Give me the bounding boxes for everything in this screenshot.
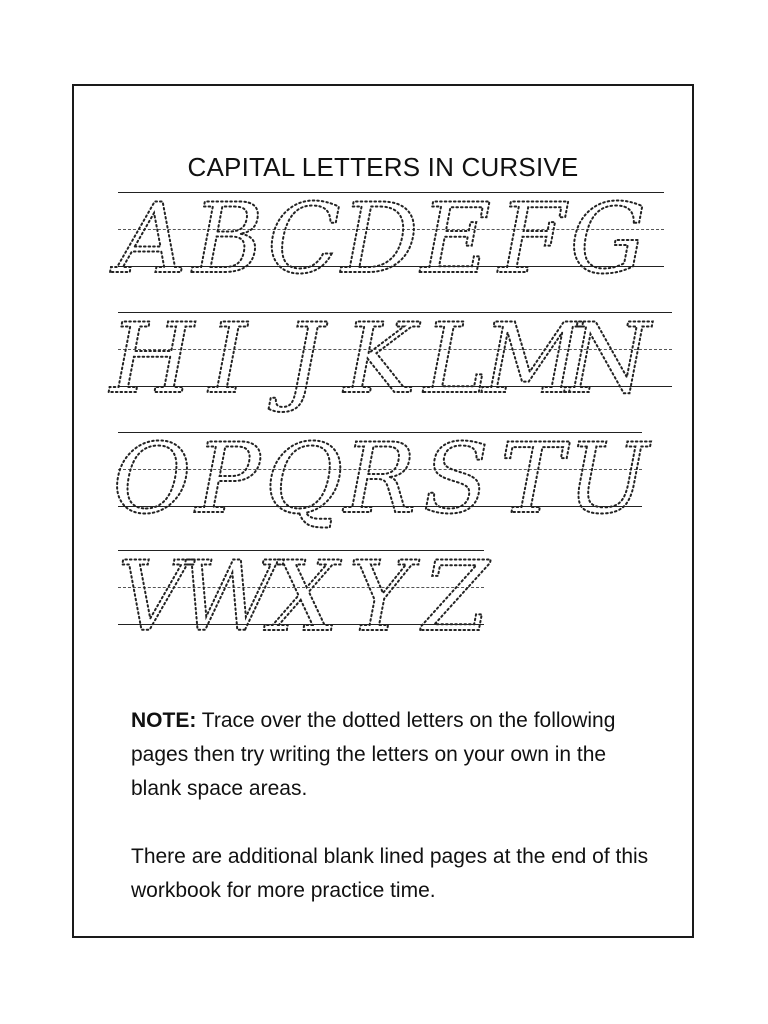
- letter-glyph: A: [117, 183, 187, 295]
- worksheet-frame: [72, 84, 694, 938]
- letter-glyph: E: [420, 183, 492, 295]
- letter-glyph: W: [178, 541, 278, 653]
- dotted-letter-j: [264, 300, 344, 430]
- dotted-letter-e: [416, 180, 496, 310]
- letter-glyph: N: [566, 303, 650, 415]
- dotted-letter-k: [340, 300, 420, 430]
- letter-glyph: Z: [422, 541, 490, 653]
- letter-glyph: U: [567, 423, 649, 535]
- dotted-letter-h: [112, 300, 192, 430]
- dotted-letter-u: [568, 420, 648, 550]
- dotted-letter-o: [112, 420, 192, 550]
- letter-glyph: Q: [264, 423, 344, 535]
- letter-glyph: M: [482, 303, 582, 415]
- letter-row-2: [110, 303, 672, 415]
- note-label: NOTE:: [131, 709, 197, 732]
- note-block: [131, 704, 651, 942]
- letter-glyph: S: [423, 423, 489, 535]
- letter-glyph: P: [195, 423, 261, 535]
- page-title: CAPITAL LETTERS IN CURSIVE: [187, 152, 579, 182]
- dotted-letter-z: [416, 538, 496, 668]
- dotted-letter-d: [340, 180, 420, 310]
- letter-row-4: [117, 541, 490, 653]
- letter-glyph: Y: [348, 541, 412, 653]
- note-paragraph-1: [131, 704, 651, 806]
- letter-glyph: K: [344, 303, 416, 415]
- letter-glyph: T: [499, 423, 565, 535]
- dotted-letter-s: [416, 420, 496, 550]
- dotted-letter-a: [112, 180, 192, 310]
- dotted-letter-x: [264, 538, 344, 668]
- letter-glyph: R: [343, 423, 417, 535]
- dotted-letter-q: [264, 420, 344, 550]
- letter-glyph: B: [192, 183, 264, 295]
- dotted-letter-g: [568, 180, 648, 310]
- note-text-1: Trace over the dotted letters on the following pages then try writing the letters on your own in the blank space areas.: [131, 709, 616, 800]
- letter-glyph: G: [569, 183, 647, 295]
- letter-glyph: J: [284, 303, 324, 415]
- dotted-letter-p: [188, 420, 268, 550]
- letter-glyph: I: [209, 303, 247, 415]
- letter-glyph: L: [424, 303, 488, 415]
- letter-row-1: [117, 183, 664, 295]
- letter-glyph: O: [112, 423, 192, 535]
- dotted-letter-f: [492, 180, 572, 310]
- letter-glyph: H: [110, 303, 194, 415]
- dotted-letter-b: [188, 180, 268, 310]
- letter-glyph: C: [267, 183, 341, 295]
- dotted-letter-m: [482, 300, 582, 430]
- note-paragraph-2: There are additional blank lined pages at the end of this workbook for more practice time.: [131, 845, 649, 902]
- dotted-letter-i: [188, 300, 268, 430]
- dotted-letter-w: [178, 538, 278, 668]
- dotted-letter-r: [340, 420, 420, 550]
- letter-glyph: D: [341, 183, 419, 295]
- letter-glyph: X: [269, 541, 339, 653]
- dotted-letter-t: [492, 420, 572, 550]
- dotted-letter-c: [264, 180, 344, 310]
- dotted-letter-y: [340, 538, 420, 668]
- letter-row-3: [112, 423, 649, 535]
- letter-glyph: V: [117, 541, 187, 653]
- letter-glyph: F: [498, 183, 566, 295]
- dotted-letter-n: [568, 300, 648, 430]
